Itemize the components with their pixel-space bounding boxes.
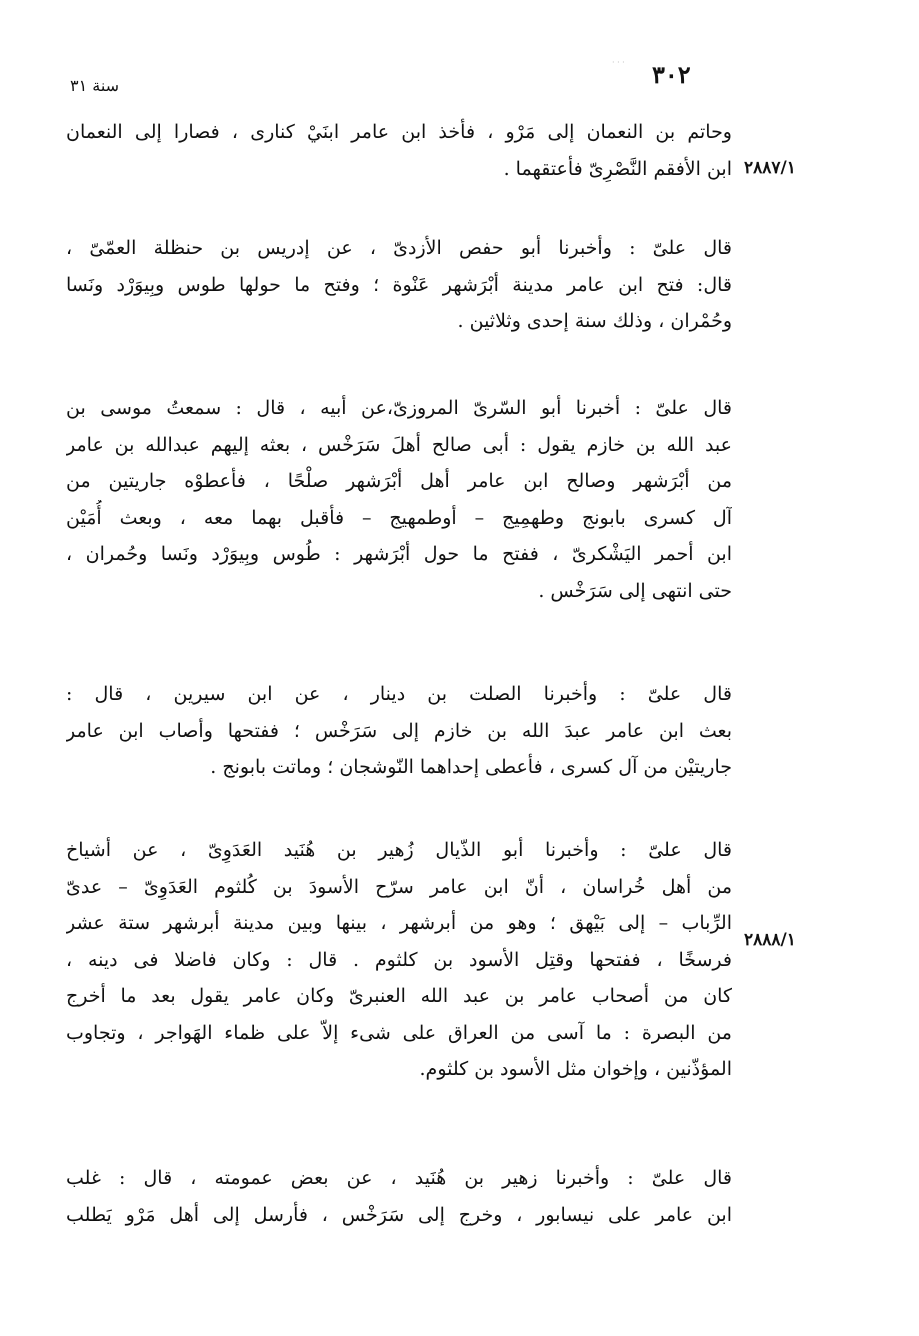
text-line: الرِّباب – إلى بَيْهق ؛ وهو من أبرشهر ، بينها وبين مدينة أبرشهر ستة عشر	[66, 912, 732, 934]
text-line: كان من أصحاب عامر بن عبد الله العنبرىّ وكان عامر يقول بعد ما أخرج	[66, 985, 732, 1007]
paragraph-4	[66, 676, 732, 786]
text-line: المؤذّنين ، وإخوان مثل الأسود بن كلثوم.	[419, 1058, 732, 1080]
text-line: عبد الله بن خازم يقول : أبى صالح أهلَ سَرَخْس ، بعثه إليهم عبدالله بن عامر	[66, 433, 732, 456]
margin-reference-1: ٢٨٨٧/١	[744, 158, 796, 178]
text-line: آل كسرى بابونج وطهمِيج – أوطمهيج – فأقبل بهما معه ، وبعث أُمَيْن	[66, 506, 732, 529]
text-line: من أهل خُراسان ، أنّ ابن عامر سرّح الأسودَ بن كُلثوم العَدَوِىّ – عدىّ	[66, 875, 732, 898]
text-line: وحاتم بن النعمان إلى مَرْو ، فأخذ ابن عامر ابنَيْ كنارى ، فصارا إلى النعمان	[66, 121, 732, 143]
paragraph-1	[66, 114, 732, 187]
paragraph-3	[66, 390, 732, 609]
text-line: وحُمْران ، وذلك سنة إحدى وثلاثين .	[457, 310, 732, 332]
text-line: قال علىّ : أخبرنا أبو السّرىّ المروزىّ،عن أبيه ، قال : سمعتُ موسى بن	[66, 397, 732, 419]
running-header-year: سنة ٣١	[70, 76, 120, 95]
paragraph-6	[66, 1160, 732, 1233]
text-line: فرسخًا ، ففتحها وقتِل الأسود بن كلثوم . قال : وكان فاضلا فى دينه ،	[66, 948, 732, 971]
text-line: ابن أحمر اليَشْكرىّ ، ففتح ما حول أبْرَشهر : طُوس وبِيوَرْد ونَسا وحُمران ،	[66, 543, 732, 565]
text-line: قال علىّ : وأخبرنا أبو الذّيال زُهير بن هُنَيد العَدَوِىّ ، عن أشياخ	[66, 839, 732, 861]
text-line: جاريتيْن من آل كسرى ، فأعطى إحداهما النّوشجان ؛ وماتت بابونج .	[210, 756, 732, 778]
scan-speck: · · ·	[612, 58, 625, 66]
text-line: بعث ابن عامر عبدَ الله بن خازم إلى سَرَخْس ؛ ففتحها وأصاب ابن عامر	[66, 719, 732, 742]
page-number: ٣٠٢	[652, 60, 691, 89]
text-line: قال: فتح ابن عامر مدينة أبْرَشهر عَنْوة ؛ وفتح ما حولها طوس وبِيوَرْد ونَسا	[66, 273, 732, 296]
text-line: ابن عامر على نيسابور ، وخرج إلى سَرَخْس ، فأرسل إلى أهل مَرْو يَطلب	[66, 1203, 732, 1226]
text-line: قال علىّ : وأخبرنا أبو حفص الأزدىّ ، عن إدريس بن حنظلة العمّىّ ،	[66, 237, 732, 259]
text-line: من البصرة : ما آسى من العراق على شىء إلاّ على ظماء الهَواجر ، وتجاوب	[66, 1021, 732, 1044]
paragraph-5	[66, 832, 732, 1088]
margin-reference-2: ٢٨٨٨/١	[744, 930, 796, 950]
paragraph-2	[66, 230, 732, 340]
text-line: قال علىّ : وأخبرنا الصلت بن دينار ، عن ابن سيرين ، قال :	[66, 683, 732, 705]
text-line: ابن الأفقم النَّصْرِىّ فأعتقهما .	[503, 157, 732, 180]
text-line: قال علىّ : وأخبرنا زهير بن هُنَيد ، عن بعض عمومته ، قال : غلب	[66, 1167, 732, 1189]
text-line: من أبْرَشهر وصالح ابن عامر أهل أبْرَشهر صلْحًا ، فأعطوْه جاريتين من	[66, 470, 732, 492]
text-line: حتى انتهى إلى سَرَخْس .	[538, 579, 732, 602]
